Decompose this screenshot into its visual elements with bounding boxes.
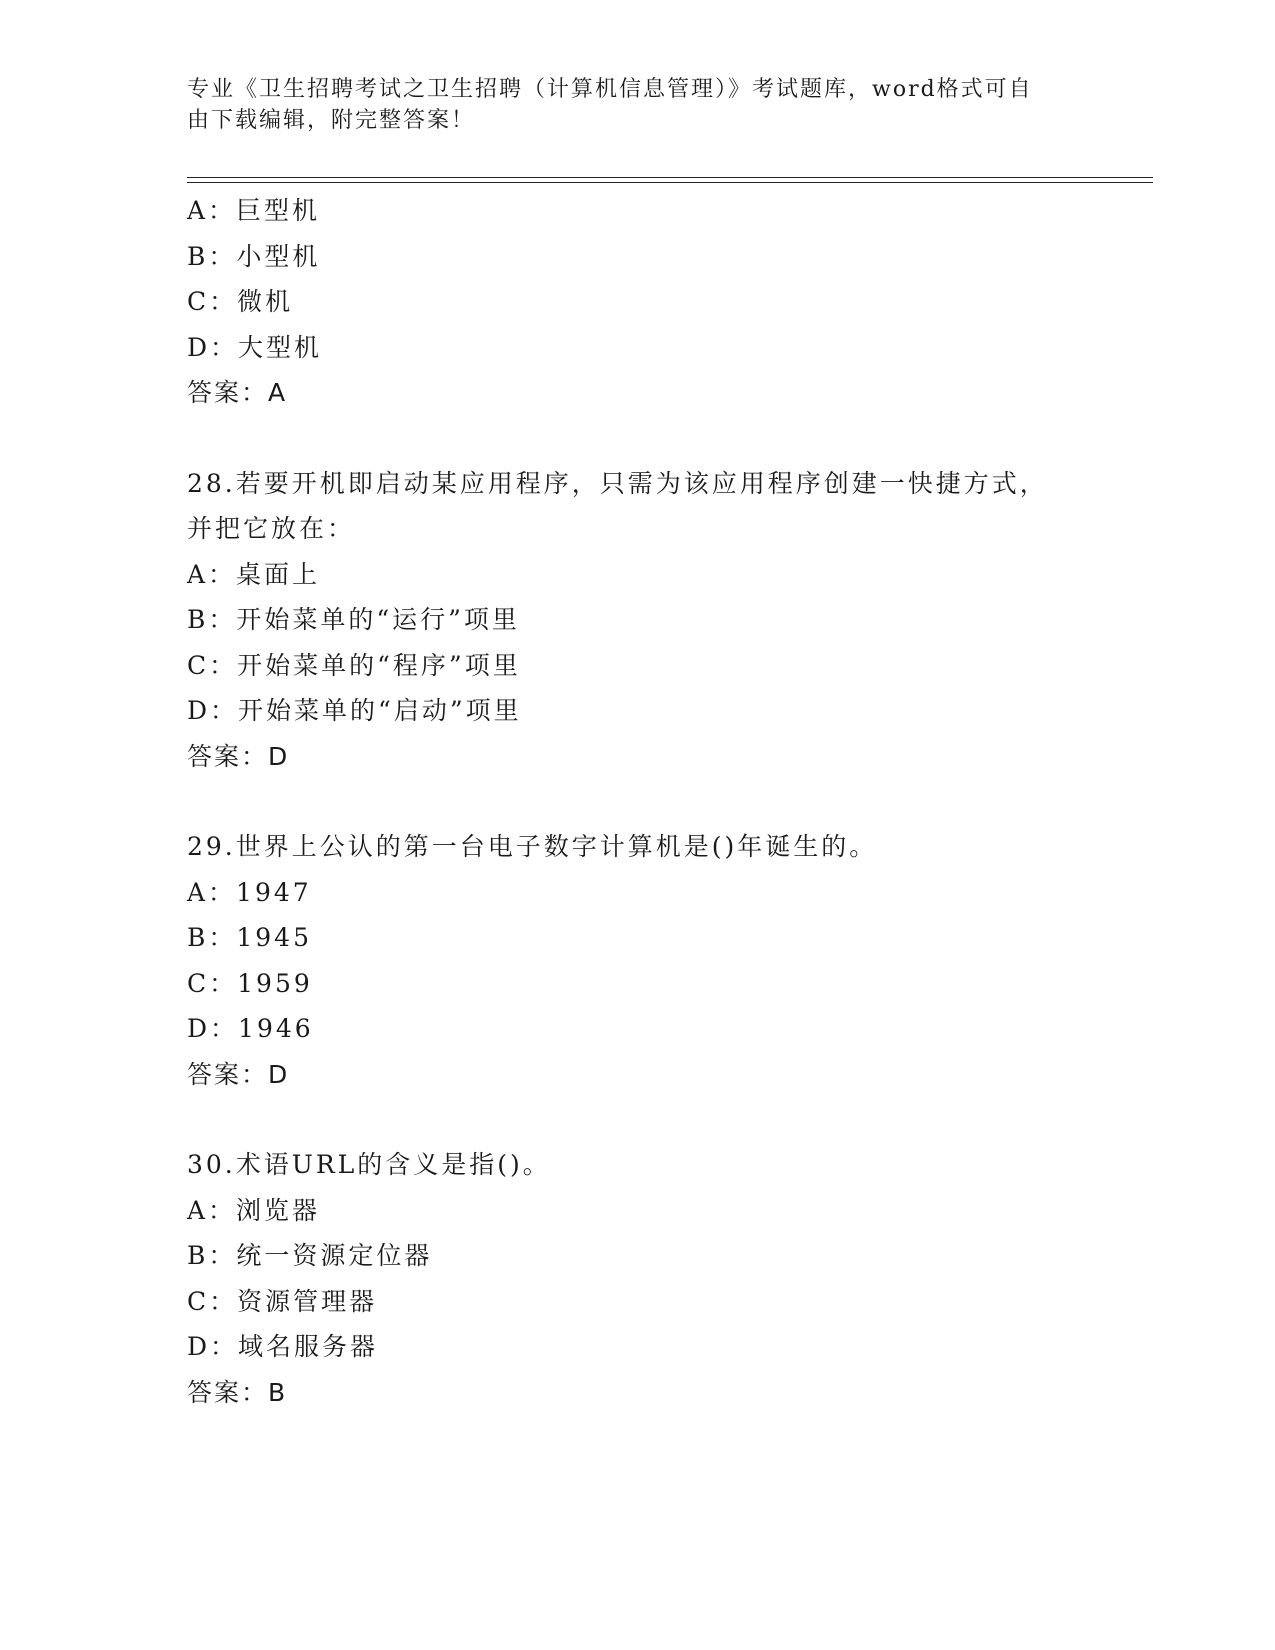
option-c: C：1959 <box>187 968 313 998</box>
option-b: B：1945 <box>187 923 312 952</box>
option-b: B：统一资源定位器 <box>187 1241 433 1270</box>
question-spacer <box>187 779 1087 824</box>
option-a: A：浏览器 <box>187 1195 321 1225</box>
option-a: A：桌面上 <box>187 559 321 589</box>
option-c: C：资源管理器 <box>187 1286 378 1316</box>
question-stem: 30.术语URL的含义是指()。 <box>187 1150 551 1179</box>
question-stem: 29.世界上公认的第一台电子数字计算机是()年诞生的。 <box>187 832 878 861</box>
option-d: D：域名服务器 <box>187 1332 379 1361</box>
answer-line: 答案：D <box>187 1059 290 1089</box>
header-divider-bottom <box>187 182 1153 183</box>
question-spacer <box>187 1097 1087 1142</box>
option-c: C：开始菜单的“程序”项里 <box>187 650 521 680</box>
option-d: D：开始菜单的“启动”项里 <box>187 696 522 725</box>
option-a: A：1947 <box>187 877 312 907</box>
question-list <box>187 188 1087 1415</box>
question-stem-continued: 并把它放在： <box>187 514 356 543</box>
option-d: D：1946 <box>187 1014 314 1043</box>
option-c: C：微机 <box>187 287 294 316</box>
header-line-1: 专业《卫生招聘考试之卫生招聘（计算机信息管理）》考试题库，word格式可自 <box>187 77 1033 102</box>
question-30 <box>187 1142 1087 1415</box>
answer-line: 答案：A <box>187 378 288 407</box>
answer-line: 答案：D <box>187 741 290 771</box>
header-divider-top <box>187 177 1153 178</box>
document-header <box>187 74 1067 136</box>
question-stem: 28.若要开机即启动某应用程序，只需为该应用程序创建一快捷方式， <box>187 468 1048 498</box>
option-a: A：巨型机 <box>187 196 321 225</box>
question-spacer <box>187 416 1087 461</box>
answer-line: 答案：B <box>187 1377 288 1407</box>
option-b: B：开始菜单的“运行”项里 <box>187 605 520 634</box>
option-b: B：小型机 <box>187 241 321 271</box>
option-d: D：大型机 <box>187 332 323 362</box>
question-28 <box>187 461 1087 780</box>
header-line-2: 由下载编辑，附完整答案！ <box>187 108 476 133</box>
question-29 <box>187 824 1087 1097</box>
question-27-continued <box>187 188 1087 416</box>
